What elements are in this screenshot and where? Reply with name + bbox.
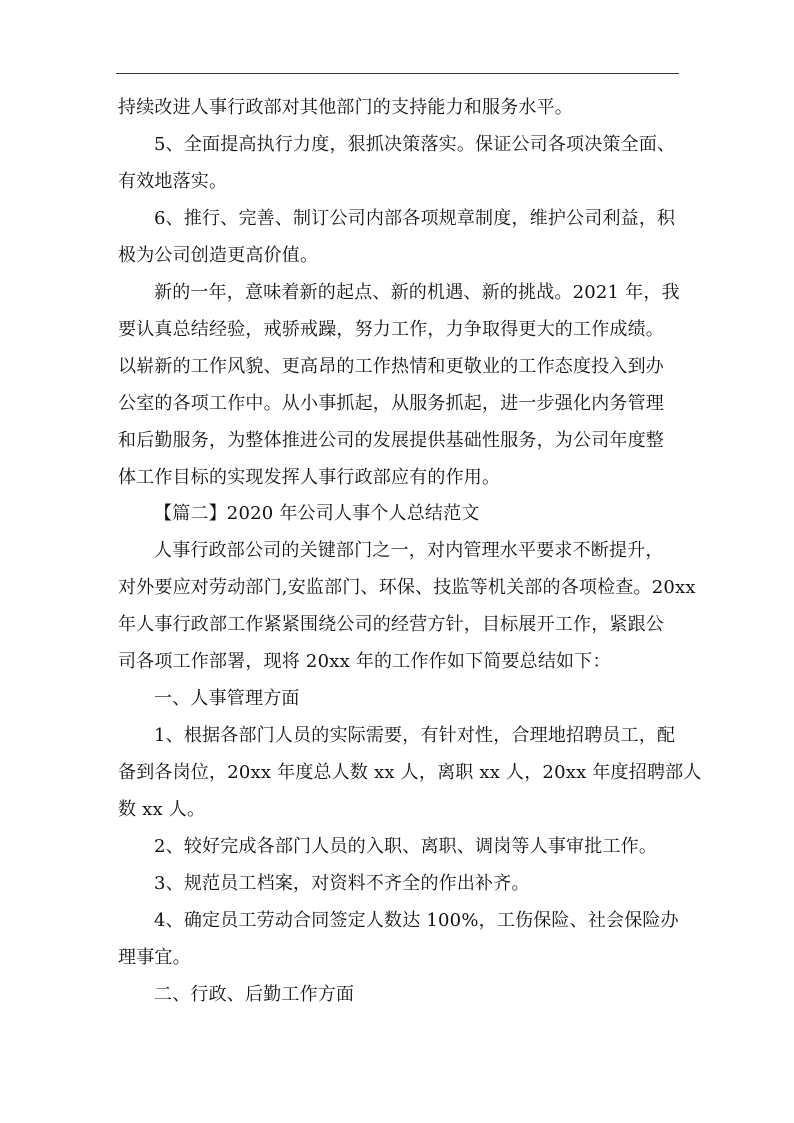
paragraph-line: 新的一年，意味着新的起点、新的机遇、新的挑战。2021 年，我 [154,282,680,303]
section-heading: 一、人事管理方面 [154,688,300,709]
paragraph-line: 5、全面提高执行力度，狠抓决策落实。保证公司各项决策全面、 [154,134,676,155]
paragraph-line: 和后勤服务，为整体推进公司的发展提供基础性服务，为公司年度整 [118,430,664,451]
paragraph-line: 年人事行政部工作紧紧围绕公司的经营方针，目标展开工作，紧跟公 [118,614,664,635]
paragraph-line: 要认真总结经验，戒骄戒躁，努力工作，力争取得更大的工作成绩。 [118,319,664,340]
section-heading: 二、行政、后勤工作方面 [154,984,355,1005]
paragraph-line: 备到各岗位，20xx 年度总人数 xx 人，离职 xx 人，20xx 年度招聘部人 [118,762,702,783]
paragraph-line: 4、确定员工劳动合同签定人数达 100%，工伤保险、社会保险办 [154,910,679,931]
paragraph-line: 3、规范员工档案，对资料不齐全的作出补齐。 [154,873,530,894]
paragraph-line: 公室的各项工作中。从小事抓起，从服务抓起，进一步强化内务管理 [118,393,664,414]
paragraph-line: 理事宜。 [118,947,191,968]
paragraph-line: 6、推行、完善、制订公司内部各项规章制度，维护公司利益，积 [154,208,676,229]
paragraph-line: 持续改进人事行政部对其他部门的支持能力和服务水平。 [118,97,573,118]
paragraph-line: 1、根据各部门人员的实际需要，有针对性，合理地招聘员工，配 [154,725,676,746]
paragraph-line: 数 xx 人。 [118,799,206,820]
paragraph-line: 以崭新的工作风貌、更高昂的工作热情和更敬业的工作态度投入到办 [118,356,664,377]
paragraph-line: 司各项工作部署，现将 20xx 年的工作作如下简要总结如下： [118,651,611,672]
paragraph-line: 体工作目标的实现发挥人事行政部应有的作用。 [118,467,501,488]
paragraph-line: 对外要应对劳动部门,安监部门、环保、技监等机关部的各项检查。20xx [118,577,696,598]
section-heading: 【篇二】2020 年公司人事个人总结范文 [154,503,480,524]
paragraph-line: 人事行政部公司的关键部门之一，对内管理水平要求不断提升， [154,540,664,561]
paragraph-line: 极为公司创造更高价值。 [118,245,319,266]
header-rule [116,73,679,74]
paragraph-line: 有效地落实。 [118,171,228,192]
paragraph-line: 2、较好完成各部门人员的入职、离职、调岗等人事审批工作。 [154,836,658,857]
